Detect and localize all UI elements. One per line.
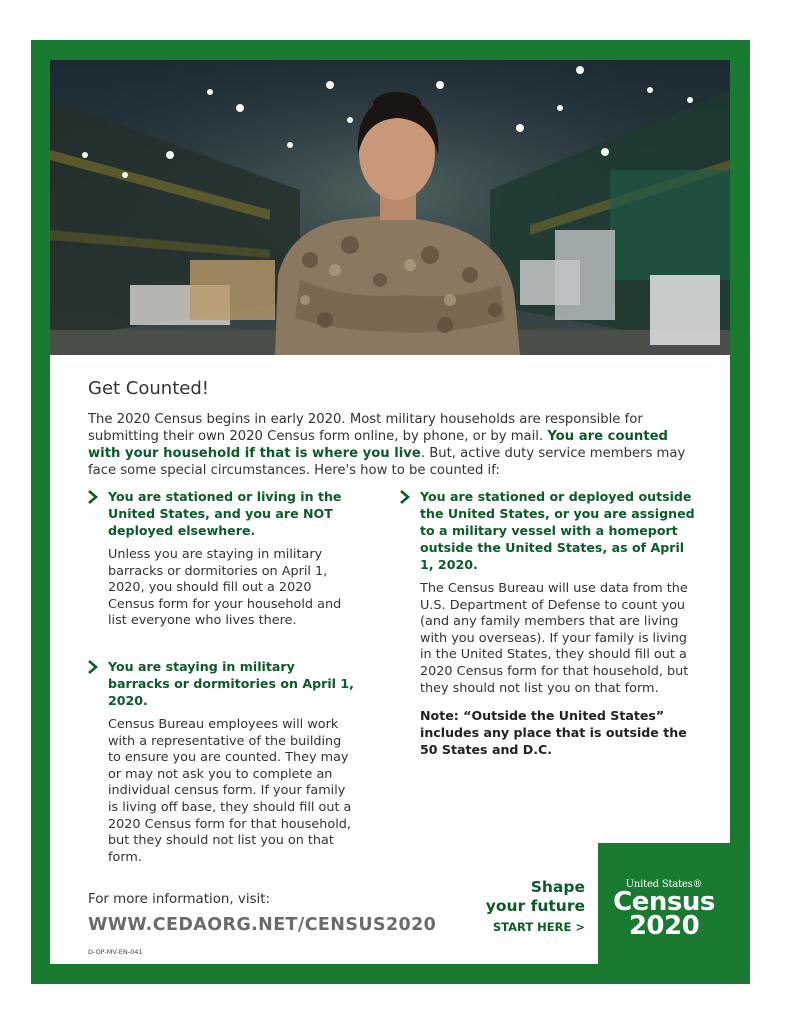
chevron-right-icon — [398, 489, 412, 505]
shape-your-future-cta[interactable] — [470, 878, 585, 934]
item-body: Unless you are staying in military barracks or dormitories on April 1, 2020, you should fill out a 2020 Census form for your household and list everyone who lives there. — [108, 547, 342, 629]
logo-census: Census — [613, 887, 715, 917]
cta-line-1: Shape — [530, 878, 585, 896]
census-url-link[interactable]: WWW.CEDAORG.NET/CENSUS2020 — [88, 915, 437, 935]
left-column — [86, 488, 356, 866]
more-info — [88, 892, 436, 935]
item-note: Note: “Outside the United States” includes any place that is outside the 50 States and D.C. — [420, 708, 687, 758]
logo-united-states: United States® — [625, 879, 703, 890]
item-heading: You are stationed or living in the United States, and you are NOT deployed elsewhere. — [108, 489, 342, 538]
item-heading: You are stationed or deployed outside the United States, or you are assigned to a military vessel with a homeport outside the United States, as of April 1, 2020. — [420, 489, 695, 572]
item-heading: You are staying in military barracks or dormitories on April 1, 2020. — [108, 658, 354, 708]
cta-line-2: your future — [485, 897, 585, 915]
intro-text-before: The 2020 Census begins in early 2020. Most military households are responsible for submitting their own 2020 Census form online, by phone, or by mail. — [88, 412, 643, 444]
chevron-right-icon — [86, 659, 100, 675]
start-here-link[interactable]: START HERE > — [492, 920, 585, 934]
item-body: Census Bureau employees will work with a representative of the building to ensure you are counted. They may or may not ask you to complete an individual census form. If your family is living off base, they should fill out a 2020 Census form for that household, but they should not list you on that form. — [108, 716, 352, 865]
intro-paragraph — [88, 411, 700, 479]
more-info-label: For more information, visit: — [88, 892, 271, 907]
item-stationed-us — [86, 488, 356, 630]
item-outside-us — [398, 488, 698, 758]
chevron-right-icon — [86, 489, 100, 505]
intro-section — [88, 378, 700, 479]
hero-photo — [50, 60, 730, 355]
document-code: D-OP-MV-EN-041 — [88, 948, 143, 956]
flyer-page — [50, 60, 730, 964]
intro-bold-text: You are counted with your household if that is where you live — [88, 429, 669, 461]
item-barracks — [86, 658, 356, 866]
logo-year: 2020 — [628, 911, 700, 941]
page-title: Get Counted! — [88, 378, 209, 399]
intro-text-after: . But, active duty service members may face some special circumstances. Here's how to be counted if: — [88, 446, 686, 478]
census-2020-logo — [598, 843, 730, 964]
item-body: The Census Bureau will use data from the U.S. Department of Defense to count you (and any family members that are living with you overseas). If your family is living in the United States, they should fill out a 2020 Census form for that household, but they should not list you on that form. — [420, 581, 689, 696]
right-column — [398, 488, 698, 758]
